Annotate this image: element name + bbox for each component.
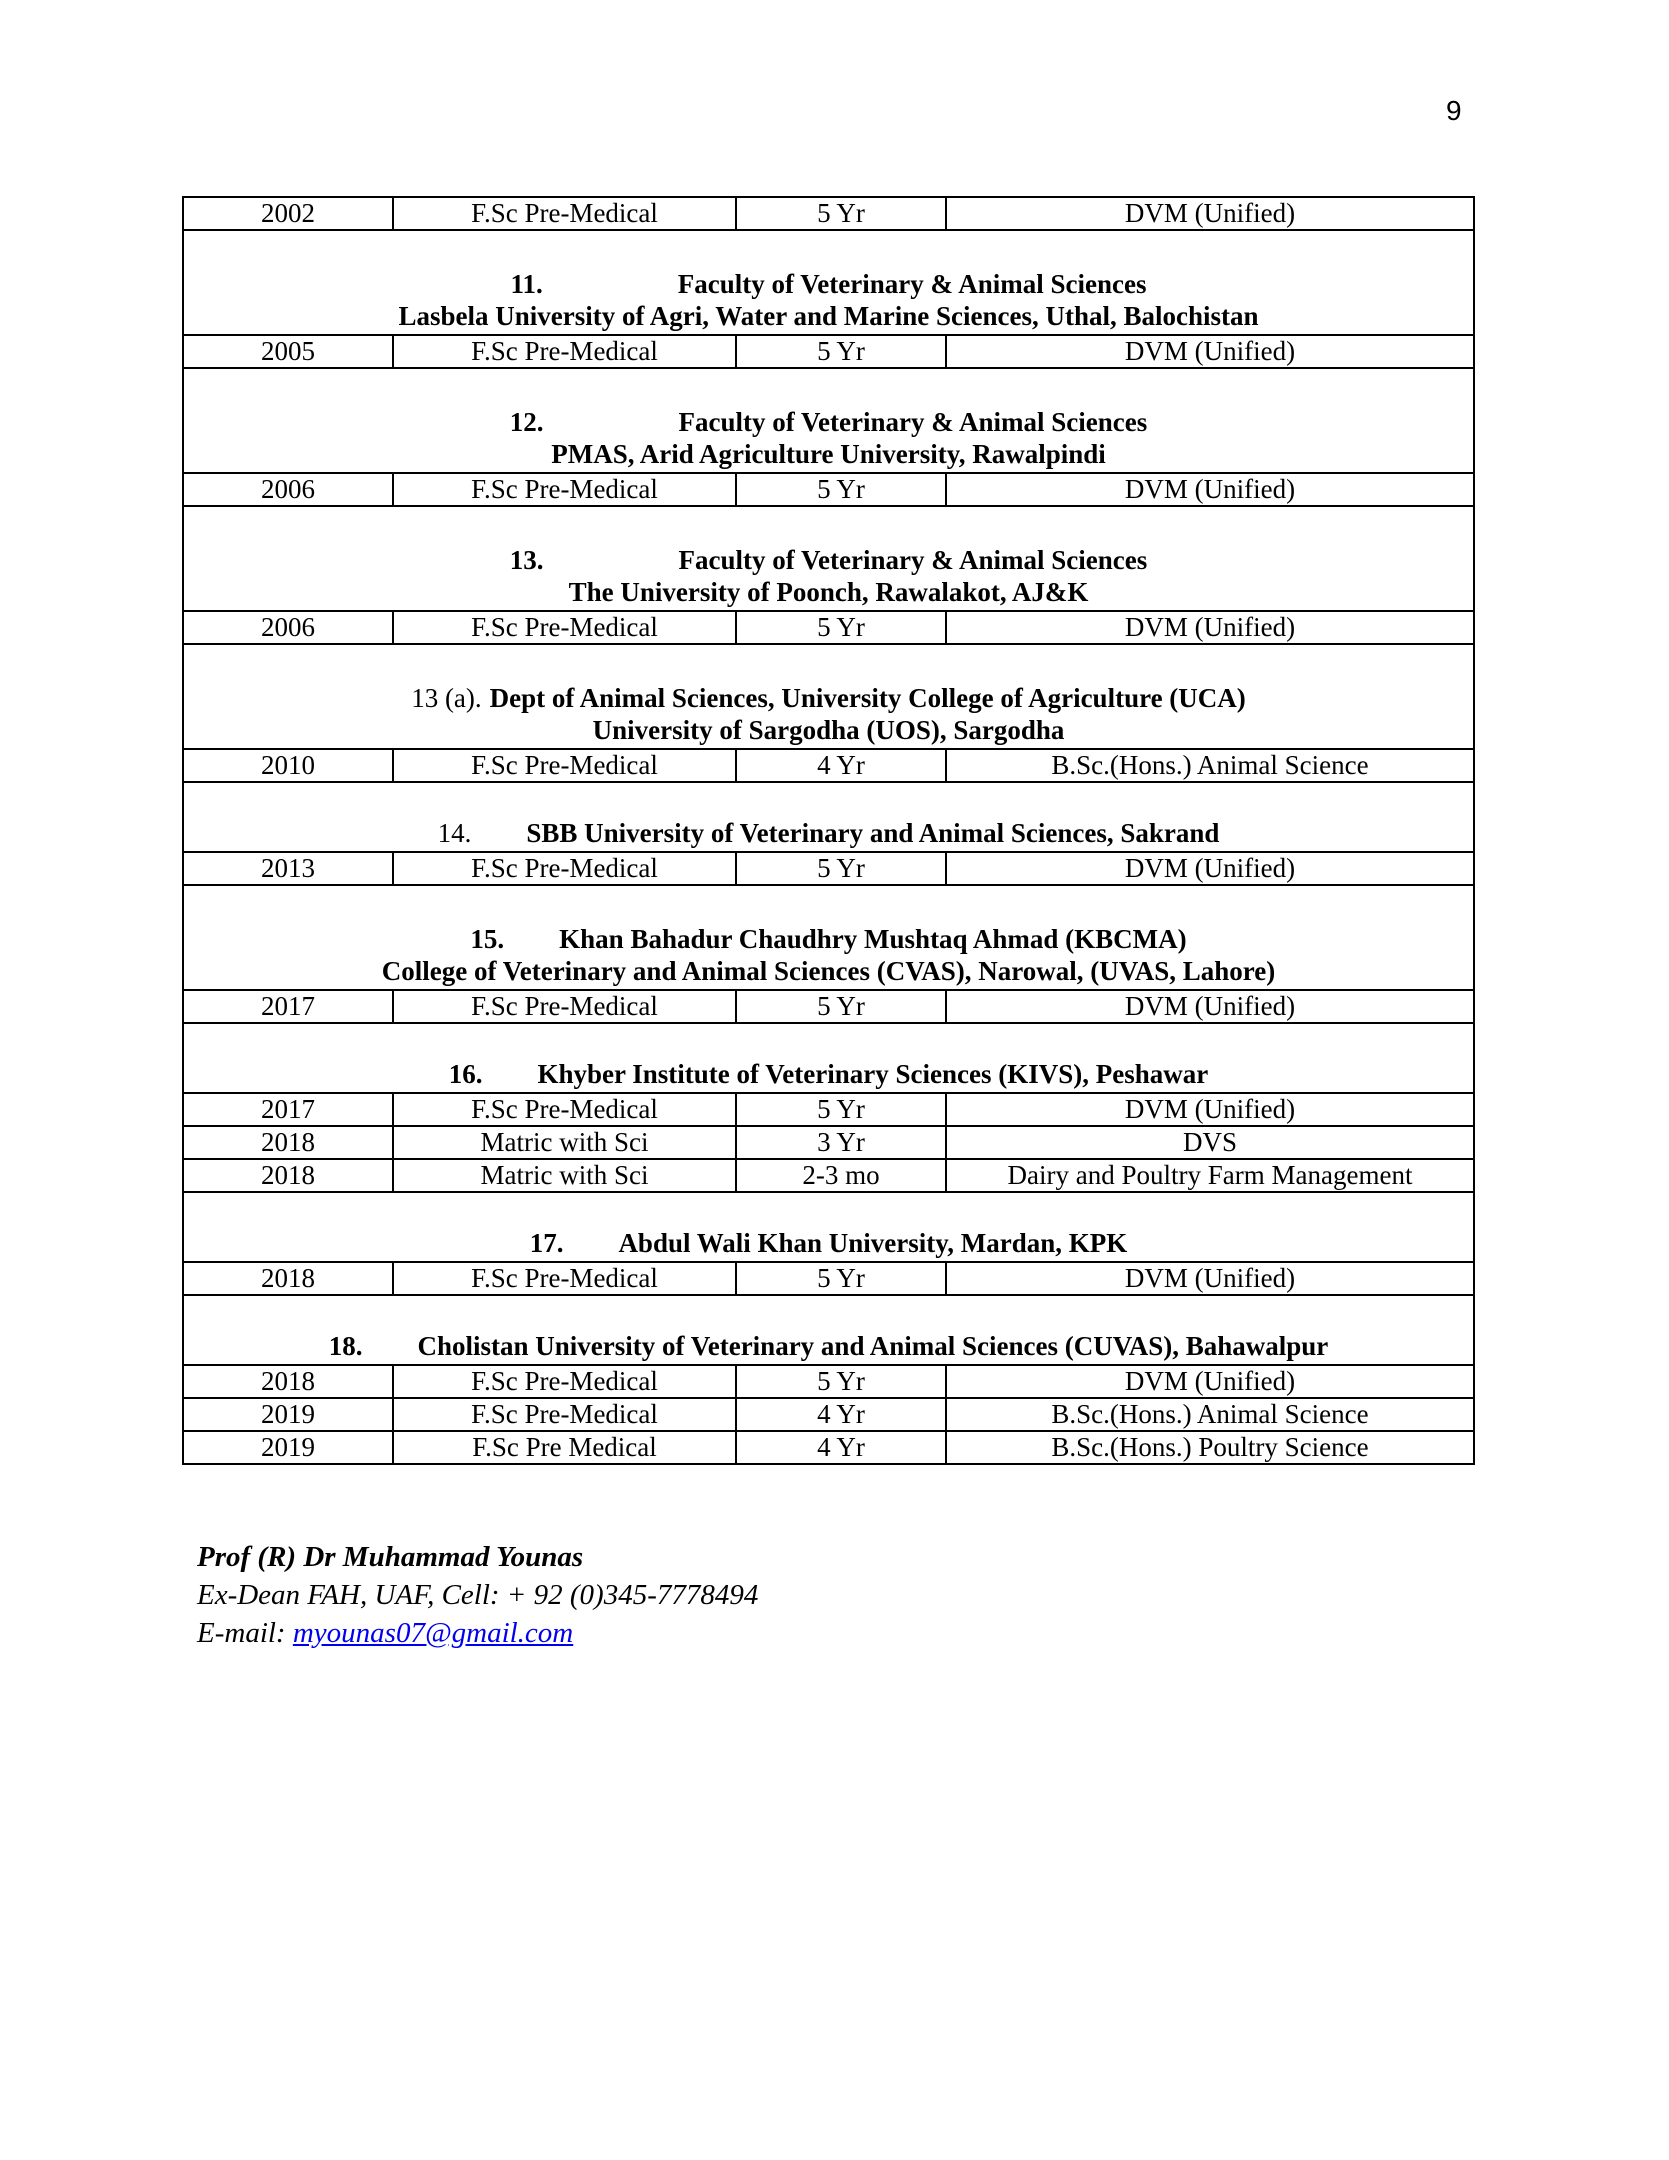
table-cell: DVM (Unified) (946, 197, 1474, 230)
section-number: 17. (529, 1228, 564, 1258)
table-cell: 3 Yr (736, 1126, 946, 1159)
section-heading-line (184, 682, 1473, 714)
table-cell: 5 Yr (736, 990, 946, 1023)
table-cell: 2006 (183, 473, 393, 506)
section-subtitle: Lasbela University of Agri, Water and Marine Sciences, Uthal, Balochistan (398, 301, 1259, 331)
section-heading-row (183, 1295, 1474, 1365)
table-cell: Matric with Sci (393, 1159, 736, 1192)
section-heading-row (183, 1023, 1474, 1093)
table-cell: F.Sc Pre-Medical (393, 611, 736, 644)
section-number: 14. (437, 818, 472, 848)
table-cell: F.Sc Pre-Medical (393, 197, 736, 230)
tab-gap (482, 706, 490, 707)
table-cell: DVM (Unified) (946, 990, 1474, 1023)
section-heading-row (183, 782, 1474, 852)
table-cell: 5 Yr (736, 611, 946, 644)
section-subtitle: The University of Poonch, Rawalakot, AJ&K (568, 577, 1089, 607)
table-cell: 2017 (183, 990, 393, 1023)
section-title: Khyber Institute of Veterinary Sciences (KIVS), Peshawar (537, 1059, 1209, 1089)
table-row (183, 197, 1474, 230)
table-row (183, 990, 1474, 1023)
tab-gap (543, 292, 678, 293)
section-heading-row (183, 644, 1474, 749)
section-number: 11. (510, 269, 543, 299)
section-heading-row (183, 230, 1474, 335)
table-cell: F.Sc Pre-Medical (393, 335, 736, 368)
section-heading (183, 368, 1474, 473)
section-title: Faculty of Veterinary & Animal Sciences (677, 269, 1147, 299)
table-cell: DVM (Unified) (946, 473, 1474, 506)
email-link[interactable]: myounas07@gmail.com (292, 1617, 574, 1649)
table-cell: 5 Yr (736, 1093, 946, 1126)
table-cell: F.Sc Pre-Medical (393, 1262, 736, 1295)
section-subtitle: PMAS, Arid Agriculture University, Rawalpindi (551, 439, 1106, 469)
section-heading-line (184, 406, 1473, 438)
table-cell: 2013 (183, 852, 393, 885)
section-heading-row (183, 885, 1474, 990)
author-role-line: Ex-Dean FAH, UAF, Cell: + 92 (0)345-7778494 (197, 1579, 759, 1611)
table-cell: DVM (Unified) (946, 335, 1474, 368)
tab-gap (544, 568, 679, 569)
table-cell: F.Sc Pre-Medical (393, 749, 736, 782)
table-row (183, 1093, 1474, 1126)
section-heading (183, 230, 1474, 335)
table-cell: DVM (Unified) (946, 611, 1474, 644)
table-row (183, 1431, 1474, 1464)
table-cell: F.Sc Pre-Medical (393, 473, 736, 506)
section-subtitle: College of Veterinary and Animal Sciences (CVAS), Narowal, (UVAS, Lahore) (381, 956, 1276, 986)
section-heading (183, 885, 1474, 990)
table-cell: DVM (Unified) (946, 1262, 1474, 1295)
section-title: Cholistan University of Veterinary and Animal Sciences (CUVAS), Bahawalpur (417, 1331, 1329, 1361)
table-cell: 2006 (183, 611, 393, 644)
tab-gap (504, 947, 559, 948)
table-cell: F.Sc Pre-Medical (393, 1093, 736, 1126)
tab-gap (544, 430, 679, 431)
section-heading-line (184, 923, 1473, 955)
table-cell: 2010 (183, 749, 393, 782)
section-number: 13 (a). (411, 683, 482, 713)
section-heading (183, 1192, 1474, 1262)
section-number: 16. (448, 1059, 483, 1089)
table-cell: 5 Yr (736, 197, 946, 230)
institutions-degrees-table (182, 196, 1475, 1465)
section-heading (183, 1295, 1474, 1365)
table-cell: DVM (Unified) (946, 852, 1474, 885)
table-cell: F.Sc Pre-Medical (393, 1398, 736, 1431)
section-heading-line (184, 1058, 1473, 1090)
table-row (183, 852, 1474, 885)
table-cell: Dairy and Poultry Farm Management (946, 1159, 1474, 1192)
table-row (183, 1126, 1474, 1159)
table-cell: 2002 (183, 197, 393, 230)
table-cell: DVM (Unified) (946, 1365, 1474, 1398)
section-number: 18. (328, 1331, 363, 1361)
table-cell: 5 Yr (736, 1262, 946, 1295)
table-cell: 2018 (183, 1159, 393, 1192)
table-cell: Matric with Sci (393, 1126, 736, 1159)
table-cell: 4 Yr (736, 1431, 946, 1464)
tab-gap (362, 1354, 417, 1355)
section-heading (183, 1023, 1474, 1093)
section-heading (183, 644, 1474, 749)
table-cell: F.Sc Pre-Medical (393, 990, 736, 1023)
section-heading (183, 782, 1474, 852)
table-row (183, 473, 1474, 506)
table-cell: 2019 (183, 1398, 393, 1431)
section-heading-line (184, 817, 1473, 849)
table-row (183, 749, 1474, 782)
table-cell: B.Sc.(Hons.) Poultry Science (946, 1431, 1474, 1464)
section-number: 13. (509, 545, 544, 575)
section-subtitle: University of Sargodha (UOS), Sargodha (592, 715, 1065, 745)
table-cell: F.Sc Pre Medical (393, 1431, 736, 1464)
tab-gap (563, 1251, 618, 1252)
table-row (183, 335, 1474, 368)
section-heading-line (184, 544, 1473, 576)
table-cell: DVM (Unified) (946, 1093, 1474, 1126)
signature-block (197, 1538, 758, 1652)
table-cell: 2018 (183, 1365, 393, 1398)
section-heading-line (184, 1330, 1473, 1362)
section-heading-line (184, 268, 1473, 300)
email-label: E-mail: (197, 1617, 293, 1649)
table-row (183, 1159, 1474, 1192)
table-cell: 2017 (183, 1093, 393, 1126)
table-cell: 4 Yr (736, 749, 946, 782)
table-row (183, 611, 1474, 644)
email-line (197, 1614, 758, 1652)
table-cell: 5 Yr (736, 335, 946, 368)
section-heading (183, 506, 1474, 611)
table-row (183, 1365, 1474, 1398)
table-row (183, 1262, 1474, 1295)
section-number: 12. (509, 407, 544, 437)
table-cell: 2005 (183, 335, 393, 368)
section-title: Faculty of Veterinary & Animal Sciences (678, 545, 1148, 575)
table-cell: 5 Yr (736, 1365, 946, 1398)
section-title: SBB University of Veterinary and Animal Sciences, Sakrand (526, 818, 1220, 848)
table-cell: 2018 (183, 1126, 393, 1159)
section-title: Khan Bahadur Chaudhry Mushtaq Ahmad (KBCMA) (559, 924, 1187, 954)
section-title: Faculty of Veterinary & Animal Sciences (678, 407, 1148, 437)
author-name: Prof (R) Dr Muhammad Younas (197, 1541, 584, 1573)
section-title: Dept of Animal Sciences, University College of Agriculture (UCA) (489, 683, 1246, 713)
section-title: Abdul Wali Khan University, Mardan, KPK (618, 1228, 1128, 1258)
table-cell: 4 Yr (736, 1398, 946, 1431)
tab-gap (483, 1082, 538, 1083)
table-cell: 2018 (183, 1262, 393, 1295)
table-cell: F.Sc Pre-Medical (393, 852, 736, 885)
table-cell: F.Sc Pre-Medical (393, 1365, 736, 1398)
table-cell: B.Sc.(Hons.) Animal Science (946, 1398, 1474, 1431)
table-cell: DVS (946, 1126, 1474, 1159)
section-heading-line (184, 1227, 1473, 1259)
table-cell: 5 Yr (736, 473, 946, 506)
tab-gap (471, 841, 526, 842)
section-heading-row (183, 506, 1474, 611)
section-heading-row (183, 368, 1474, 473)
table-cell: 2019 (183, 1431, 393, 1464)
section-number: 15. (470, 924, 505, 954)
table-cell: B.Sc.(Hons.) Animal Science (946, 749, 1474, 782)
table-cell: 5 Yr (736, 852, 946, 885)
section-heading-row (183, 1192, 1474, 1262)
table-row (183, 1398, 1474, 1431)
table-cell: 2-3 mo (736, 1159, 946, 1192)
page-number: 9 (1446, 95, 1462, 126)
